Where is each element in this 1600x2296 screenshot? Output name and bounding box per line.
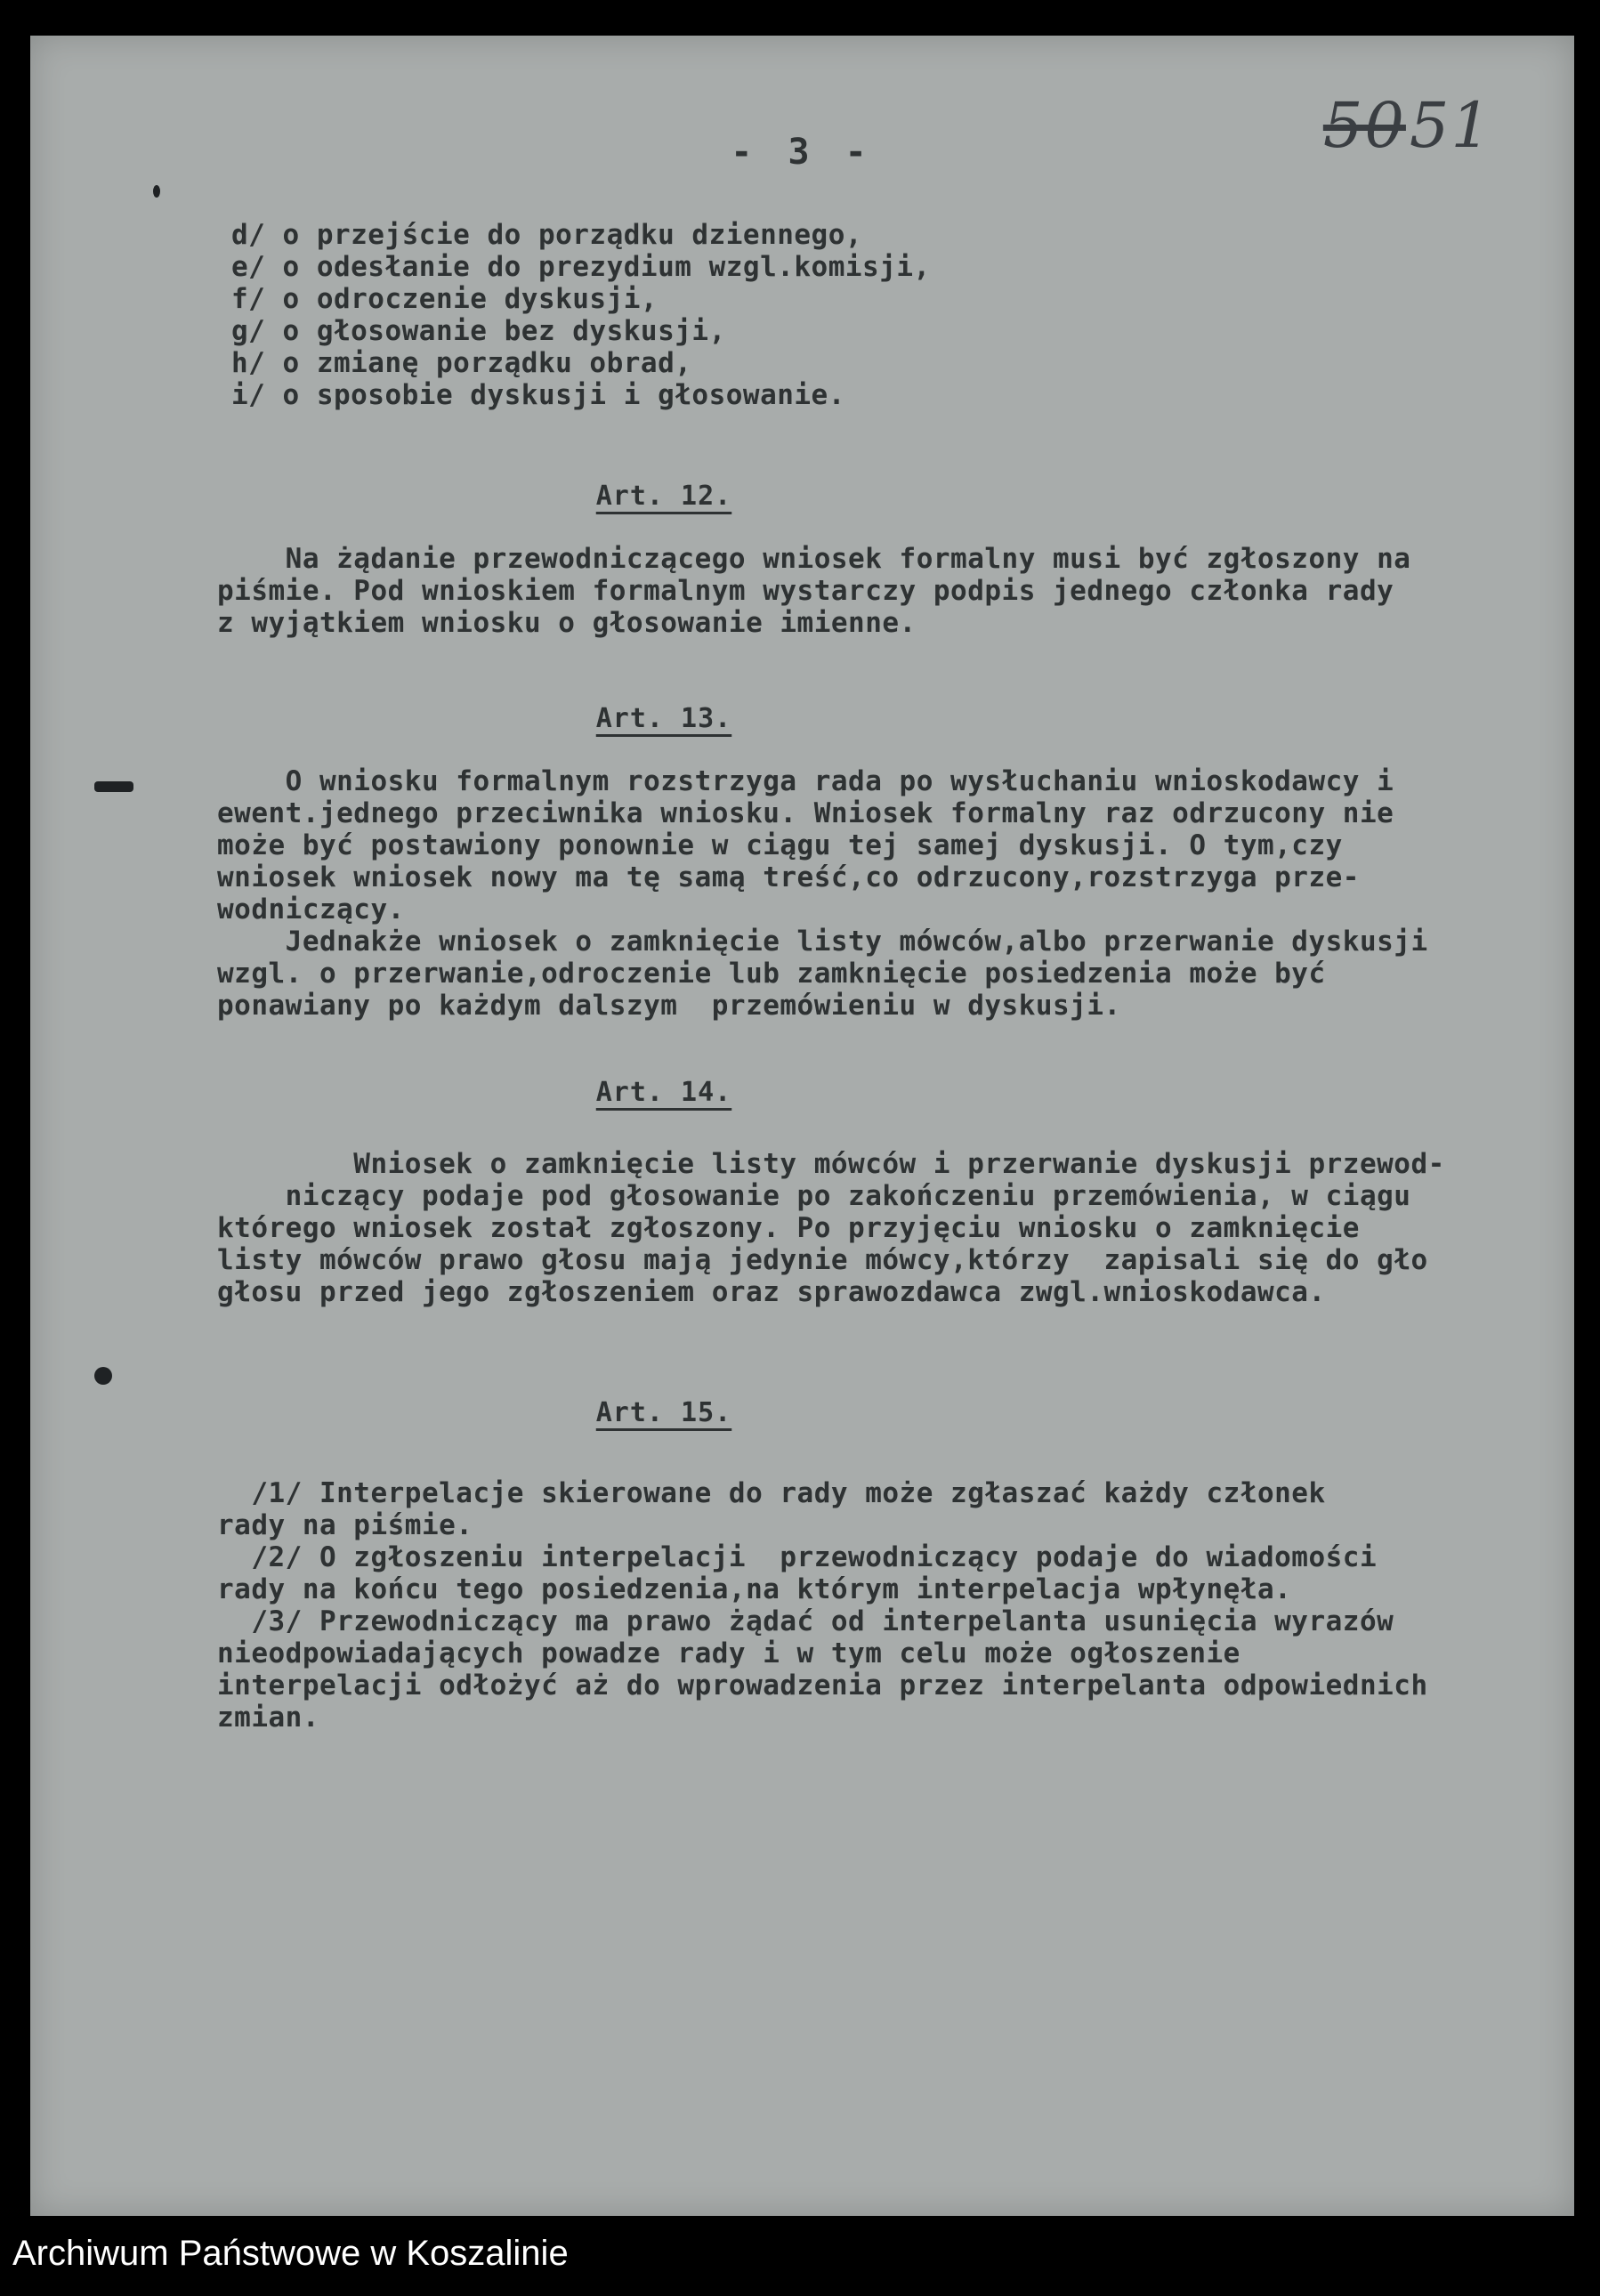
text-line: interpelacji odłożyć aż do wprowadzenia przez interpelanta odpowiednich (217, 1669, 1428, 1702)
list-item: d/ o przejście do porządku dziennego, (231, 219, 863, 251)
article-heading: Art. 13. (595, 703, 732, 734)
article-heading: Art. 15. (595, 1397, 732, 1428)
text-line: Wniosek o zamknięcie listy mówców i przerwanie dyskusji przewod- (217, 1148, 1445, 1180)
text-line: wodniczący. (217, 893, 405, 926)
text-line: którego wniosek został zgłoszony. Po przyjęciu wniosku o zamknięcie (217, 1212, 1360, 1244)
archive-footer (0, 2216, 1600, 2296)
page-number: - 3 - (731, 132, 874, 173)
text-line: /3/ Przewodniczący ma prawo żądać od interpelanta usunięcia wyrazów (217, 1605, 1394, 1637)
text-line: rady na końcu tego posiedzenia,na którym interpelacja wpłynęła. (217, 1573, 1292, 1605)
document-page (30, 36, 1574, 2216)
text-line: głosu przed jego zgłoszeniem oraz sprawozdawca zwgl.wnioskodawca. (217, 1276, 1326, 1308)
archive-number-new: 51 (1409, 89, 1492, 162)
list-item: f/ o odroczenie dyskusji, (231, 283, 659, 315)
article-text (217, 543, 1410, 639)
options-list (231, 219, 931, 411)
article-text (217, 1148, 1445, 1308)
punch-hole-mark (94, 1367, 112, 1385)
text-line: może być postawiony ponownie w ciągu tej samej dyskusji. O tym,czy (217, 829, 1343, 861)
text-line: /2/ O zgłoszeniu interpelacji przewodniczący podaje do wiadomości (217, 1541, 1378, 1573)
article-text (217, 1477, 1428, 1734)
text-line: ewent.jednego przeciwnika wniosku. Wniosek formalny raz odrzucony nie (217, 797, 1394, 829)
text-line: wniosek wniosek nowy ma tę samą treść,co odrzucony,rozstrzyga prze- (217, 861, 1360, 893)
text-line: listy mówców prawo głosu mają jedynie mówcy,którzy zapisali się do gło (217, 1244, 1428, 1276)
punch-hole-mark (94, 781, 133, 792)
footer-text: Archiwum Państwowe w Koszalinie (12, 2234, 569, 2273)
article-heading: Art. 14. (595, 1077, 732, 1108)
article-heading: Art. 12. (595, 481, 732, 512)
list-item: h/ o zmianę porządku obrad, (231, 347, 692, 379)
text-line: O wniosku formalnym rozstrzyga rada po wysłuchaniu wnioskodawcy i (217, 765, 1394, 797)
text-line: nieodpowiadających powadze rady i w tym celu może ogłoszenie (217, 1637, 1240, 1669)
archive-number-old: 50 (1322, 89, 1406, 162)
text-line: /1/ Interpelacje skierowane do rady może zgłaszać każdy członek (217, 1477, 1326, 1509)
text-line: wzgl. o przerwanie,odroczenie lub zamknięcie posiedzenia może być (217, 958, 1326, 990)
article-text (217, 765, 1428, 1022)
text-line: rady na piśmie. (217, 1509, 473, 1541)
list-item: e/ o odesłanie do prezydium wzgl.komisji, (231, 251, 931, 283)
text-line: z wyjątkiem wniosku o głosowanie imienne. (217, 607, 917, 639)
list-item: g/ o głosowanie bez dyskusji, (231, 315, 726, 347)
text-line: niczący podaje pod głosowanie po zakończeniu przemówienia, w ciągu (217, 1180, 1411, 1212)
text-line: piśmie. Pod wnioskiem formalnym wystarczy podpis jednego członka rady (217, 575, 1394, 607)
list-item: i/ o sposobie dyskusji i głosowanie. (231, 379, 845, 411)
text-line: zmian. (217, 1702, 319, 1734)
text-line: Na żądanie przewodniczącego wniosek formalny musi być zgłoszony na (217, 543, 1411, 575)
text-line: ponawiany po każdym dalszym przemówieniu w dyskusji. (217, 990, 1121, 1022)
text-line: Jednakże wniosek o zamknięcie listy mówców,albo przerwanie dyskusji (217, 926, 1428, 958)
margin-mark (153, 185, 160, 198)
